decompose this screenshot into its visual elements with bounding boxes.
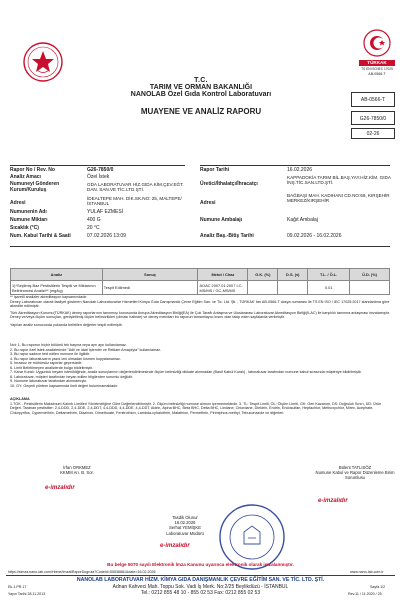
turkak-standard: TS EN ISO/IEC 17025 bbox=[361, 67, 393, 71]
col-analysis: Analiz bbox=[11, 269, 103, 281]
page-number: Sayfa 1/2 bbox=[370, 585, 386, 589]
info-value: Kağıt Ambalaj bbox=[287, 217, 318, 223]
info-value: 20 °C bbox=[87, 225, 100, 231]
explanation-text: 1.TGK - Pestisitlerin Maksimum Kalıntı Limitleri Yönetmeliğine Göre Değerlendirilmiştir. 2. Ölçüm belirsizliği numune alımını içermemektedir. 3. TL: Tespit Limiti, ÖL: Ölçüm Limiti, GK: Geri Kazanım, DS: Doğruluk Sınırı, ÜD: Ürün Değeri. Taranan pestisitler: 2,4-DDD, 2,4-DDE, 2,4-DDT, 4,4-DDD, 4,4-DDE, 4,4-DDT, Aldrin, Alpha BHC, Beta BHC, Delta BHC, Lindane, Chlordane, Dieldrin, Endrin, Endosulfan, Heptachlor, Methoxychlor, Mirex, Acephate, Chlorpyrifos, Cypermethrin, Deltamethrin, Diazinon, Dimethoate, Fenitrothion, Lambda-cyhalothrin, Malathion, Permethrin, Pirimiphos-methyl, Tebuconazole ve diğerleri. bbox=[10, 401, 382, 415]
signature-center bbox=[150, 515, 220, 536]
date-code-box: 02-26 bbox=[351, 128, 395, 139]
note-uncertainty: Deney ve/veya ölçüm sonuçları, genişletilmiş ölçüm belirsizlikleri (olması halinde) ve deney metotları bu raporun tamamlayıcı kısmı olan takip eden sayfalarda verilmiştir. bbox=[10, 315, 285, 319]
turkak-logo bbox=[357, 27, 397, 79]
info-value: YULAF EZMESİ bbox=[87, 209, 124, 215]
ministry-logo bbox=[23, 42, 63, 82]
notes-block bbox=[10, 295, 392, 327]
report-number-box: G26-7850/0 bbox=[351, 111, 395, 125]
info-label: Adresi bbox=[200, 200, 216, 206]
cell-ud bbox=[350, 281, 390, 295]
info-label: Rapor No / Rev. No bbox=[10, 167, 55, 173]
info-value: GDA LABORATUVAR HİZ.GIDA KİM.ÇEV.EĞT. DAN. SAN.VE TİC.LTD.ŞTİ. bbox=[87, 182, 184, 193]
signer-name: Serhat YEMİŞKE bbox=[168, 525, 202, 531]
table-row bbox=[11, 281, 390, 295]
explanation-block bbox=[10, 397, 392, 415]
revision-info: Rev.11 / 11.2020 / 25 bbox=[348, 592, 382, 596]
list-item: 7. Karar Kuralı: Uygunluk beyanı istenildiğinde, analiz sonuçlarının değerlendirilmesinde ölçüm belirsizliği dikkate alınmadan (Basit Kabul Kuralı) , laboratuvar tarafından numune kabul sırasında müşteriye bildirilmiştir. bbox=[10, 370, 362, 374]
info-value: Özel İstek bbox=[87, 174, 110, 180]
notes-list bbox=[10, 343, 392, 388]
signer-name: Bülent TATLISÖZ bbox=[338, 465, 372, 470]
e-signature-mark: e-imzalıdır bbox=[160, 543, 190, 549]
certify-date: 16.02.2026 bbox=[174, 520, 196, 526]
info-label: Analiz Amacı bbox=[10, 174, 41, 180]
signature-right bbox=[312, 465, 398, 481]
company-address: Adnan Kahveci Mah. Toppu Sok. Vadi İş Merk. No:2/25 Beylikdüzü - İSTANBUL bbox=[112, 584, 289, 590]
info-label: Üretici/İthalatçı/İhracatçı bbox=[200, 181, 258, 187]
website-link[interactable]: www.nano-lab.com.tr bbox=[350, 570, 384, 574]
results-header-row bbox=[11, 269, 390, 281]
list-item: 6. Limit Belirtilmeyen analizlerde bulgu bildirilmiştir. bbox=[10, 365, 94, 370]
list-item: 5. İmzasız ve mühürsüz raporlar geçersizdir. bbox=[10, 361, 83, 365]
company-phone: Tel.: 0212 855 48 10 - 855 02 53 Fax: 0212 855 02 53 bbox=[140, 590, 261, 596]
title-block bbox=[90, 77, 312, 98]
cell-analysis: 1)*Seçilmiş Baz Pestisitlerin Tespiti ve Miktarının Belirlenmesi Analizi** (mg/kg) bbox=[11, 281, 103, 295]
signer-name: İrfan ORKMEZ bbox=[63, 465, 91, 470]
list-item: 3. Bu rapor sadece test edilen numune ile ilgilidir. bbox=[10, 352, 91, 356]
turkak-brand: TÜRKAK bbox=[367, 60, 387, 65]
cell-result: Tespit Edilmedi bbox=[102, 281, 198, 295]
list-item: Not: 1. Bu raporun hiçbir bölümü tek başına veya ayrı ayrı kullanılamaz. bbox=[10, 343, 127, 347]
info-label: Analiz Baş.-Bitiş Tarihi bbox=[200, 233, 254, 239]
col-ud: Ü.D. (%) bbox=[350, 269, 390, 281]
cell-tl: 0.01 bbox=[308, 281, 350, 295]
info-value: KAPPADOKİA TARIM BİL.BAŞ.YAY.HİZ.KİM. GIDA İNŞ.TİC.SAN.LTD.ŞTİ. bbox=[287, 175, 391, 186]
col-ds: D.S. (±) bbox=[278, 269, 308, 281]
signature-left bbox=[42, 465, 112, 475]
note-result: Yapılan analiz sonucunda yukarıda belirtilen değerler tespit edilmiştir. bbox=[10, 322, 123, 327]
col-tl: T.L. / Ö.L. bbox=[308, 269, 350, 281]
signer-title: KKMM Arı. B. Sor. bbox=[60, 470, 94, 476]
cell-method: AOAC 2007.01:2007 LC-MS/MS / GC-MS/MS bbox=[198, 281, 248, 295]
signer-title: Numune Kabul ve Rapor Düzenleme Birim Sorumlusu bbox=[315, 470, 395, 481]
info-value: BAĞBAŞI MAH. KADIHANI CD.NO:69, KIRŞEHİR MERKEZ/KIRŞEHİR bbox=[287, 193, 390, 204]
col-gk: G.K. (%) bbox=[248, 269, 278, 281]
verification-link[interactable]: https://simza.nano-lab.com/Home/ImzaliRaporDogrula?CodeId=55536881&date=16.02.2026 bbox=[8, 570, 156, 574]
info-label: Rapor Tarihi bbox=[200, 167, 230, 173]
info-value: 400 G bbox=[87, 217, 101, 223]
info-label: Numune Ambalajı bbox=[200, 217, 243, 223]
info-value: İDEALTEPE MAH. DİK.SK.NO: 25, MALTEPE/İSTANBUL bbox=[87, 196, 182, 207]
info-label: Numunenin Adı bbox=[10, 209, 47, 215]
report-title: MUAYENE VE ANALİZ RAPORU bbox=[140, 107, 262, 116]
e-signature-mark: e-imzalıdır bbox=[45, 485, 75, 491]
note-accredited: ** işaretli analizler akreditasyon kapsamındadır. bbox=[10, 295, 88, 299]
cell-ds bbox=[278, 281, 308, 295]
title-tc: T.C. bbox=[194, 77, 208, 84]
info-label: Sıcaklık (°C) bbox=[10, 225, 39, 231]
info-value: 09.02.2026 - 16.02.2026 bbox=[287, 233, 342, 239]
e-signature-mark: e-imzalıdır bbox=[318, 498, 348, 504]
list-item: 4. Bu rapor laboratuvarın yazılı izni olmadan kısmen kopyalanamaz. bbox=[10, 356, 121, 361]
note-ilac: Türk Akreditasyon Kurumu(TÜRKAK) deney raporlarının tanınmışı konusunda Avrupa Akreditasyon Birliği(EA) ile Çok Taraflı Anlaşma ve Uluslararası Laboratuvar Akreditasyon Birliği(ILAC) ile karşılıklı tanınma anlaşması imzalamıştır. bbox=[10, 310, 390, 315]
e-sign-law-note: Bu belge 5070 sayılı Elektronik İmza Kanunu uyarınca elektronik olarak imzalanmıştır. bbox=[107, 562, 294, 567]
signer-title: Laboratuvar Müdürü bbox=[166, 530, 204, 536]
certify-label: Tasdik Olunur bbox=[172, 515, 198, 520]
form-code: Ek-1.PR.17 bbox=[8, 585, 27, 589]
col-result: Sonuç bbox=[102, 269, 198, 281]
cell-gk bbox=[248, 281, 278, 295]
results-table bbox=[10, 268, 390, 295]
accreditation-code: AB-0566-T bbox=[351, 92, 395, 107]
list-item: 2. Bu rapor özel istek analizlerinde "Adli ve İdari İşlemler ve Reklam Amaçlıyla" kullanılamaz. bbox=[10, 347, 161, 352]
publish-date: Yayın Tarihi 28.11.2013 bbox=[8, 592, 46, 596]
col-method: Metot / Chaz bbox=[198, 269, 248, 281]
list-item: 10. GY: Geçerli yöntem kapsamında limit değeri bulunmamaktadır. bbox=[10, 383, 119, 388]
note-accreditation-statement: Deney Laboratuvarı olarak faaliyet gösteren Nanolab Laboratuvarlar Hizmetleri Kimya Gıda Danışmanlık Çevre Eğitim San. ve Tic. Ltd. Şti. , TÜRKAK' tan AB-0566-T dosya numarası ile TS EN ISO / IEC 17025:2017 standardına göre akredite edilmiştir. bbox=[10, 299, 390, 308]
list-item: 8. Laboratuvar, müşteri tarafından beyan edilen bilgilerden sorumlu değildir. bbox=[10, 374, 133, 379]
info-label: Kurum/Kuruluş bbox=[10, 187, 47, 193]
info-value: 16.02.2026 bbox=[287, 167, 313, 173]
turkak-code: AB-0566-T bbox=[368, 72, 386, 76]
list-item: 9. Numune laboratuvar tarafından alınmamıştır. bbox=[10, 379, 88, 383]
company-name: NANOLAB LABORATUVAR HİZM. KİMYA GIDA DANIŞMANLIK ÇEVRE EĞİTİM SAN. VE TİC. LTD. ŞTİ. bbox=[76, 577, 325, 583]
info-label: Numune Miktarı bbox=[10, 217, 48, 223]
explanation-title: AÇIKLAMA bbox=[10, 397, 30, 401]
title-ministry: TARIM VE ORMAN BAKANLIĞI bbox=[149, 84, 253, 91]
info-label: Adresi bbox=[10, 200, 26, 206]
info-label: Numuneyi Gönderen bbox=[10, 181, 60, 187]
info-label: Num. Kabul Tarihi & Saati bbox=[10, 233, 71, 239]
info-value: G26-7850/0 bbox=[87, 167, 114, 173]
info-value: 07.02.2026 13:09 bbox=[87, 233, 126, 239]
title-lab: NANOLAB Özel Gıda Kontrol Laboratuvarı bbox=[130, 91, 272, 98]
